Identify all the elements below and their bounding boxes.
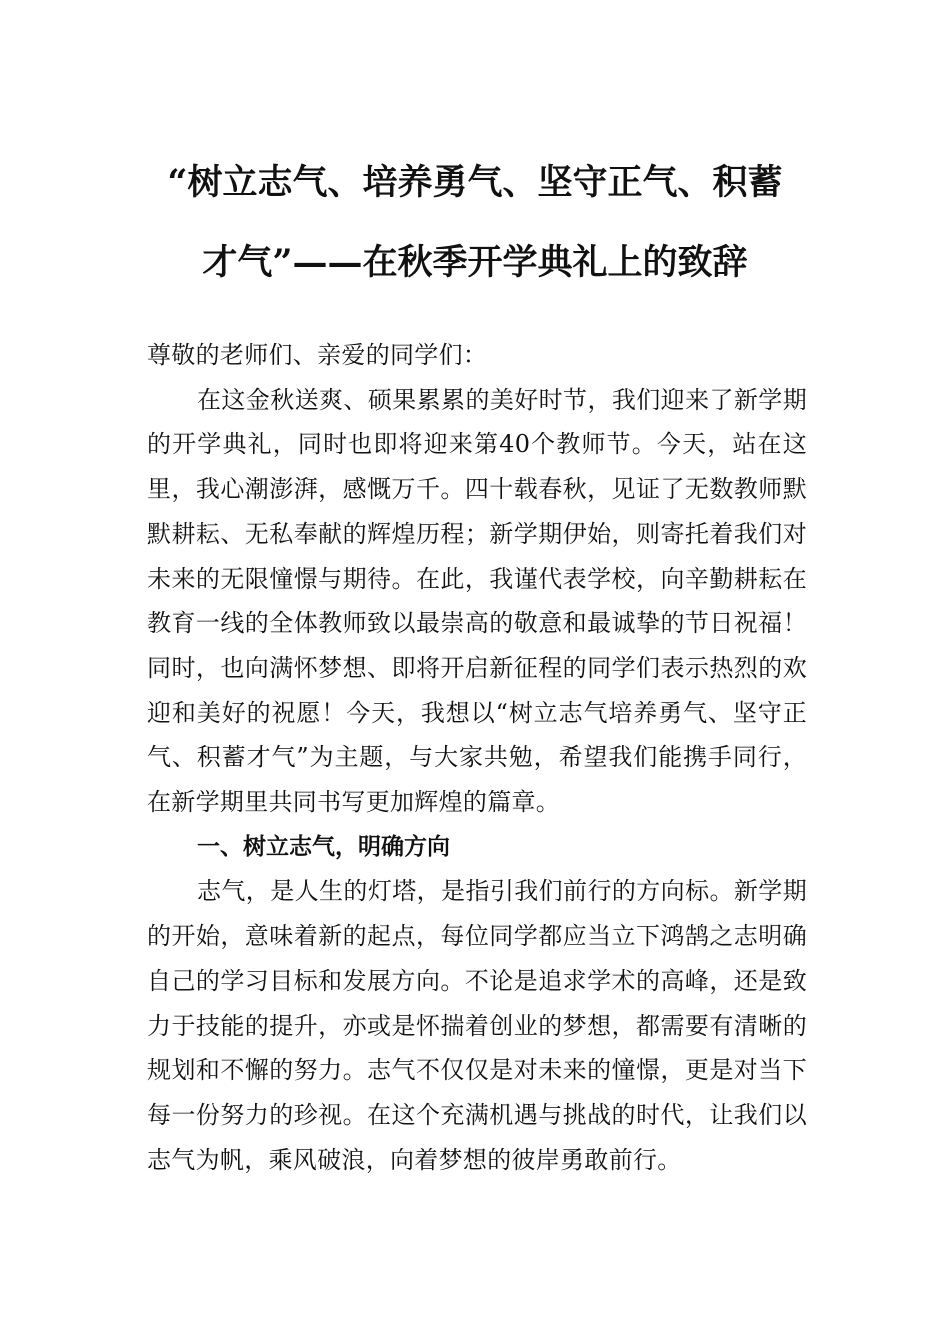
title-line-2: 才气”——在秋季开学典礼上的致辞: [202, 242, 748, 283]
paragraph-intro: 在这金秋送爽、硕果累累的美好时节，我们迎来了新学期的开学典礼，同时也即将迎来第40个教师节。今天，站在这里，我心潮澎湃，感慨万千。四十载春秋，见证了无数教师默默耕耘、无私奉献的辉煌历程；新学期伊始，则寄托着我们对未来的无限憧憬与期待。在此，我谨代表学校，向辛勤耕耘在教育一线的全体教师致以最崇高的敬意和最诚挚的节日祝福！同时，也向满怀梦想、即将开启新征程的同学们表示热烈的欢迎和美好的祝愿！今天，我想以“树立志气培养勇气、坚守正气、积蓄才气”为主题，与大家共勉，希望我们能携手同行，在新学期里共同书写更加辉煌的篇章。: [147, 385, 807, 817]
document-body: [147, 333, 807, 1182]
title-line-1: “树立志气、培养勇气、坚守正气、积蓄: [167, 162, 783, 203]
paragraph-section-1: 志气，是人生的灯塔，是指引我们前行的方向标。新学期的开始，意味着新的起点，每位同学都应当立下鸿鹄之志明确自己的学习目标和发展方向。不论是追求学术的高峰，还是致力于技能的提升，亦或是怀揣着创业的梦想，都需要有清晰的规划和不懈的努力。志气不仅仅是对未来的憧憬，更是对当下每一份努力的珍视。在这个充满机遇与挑战的时代，让我们以志气为帆，乘风破浪，向着梦想的彼岸勇敢前行。: [147, 877, 807, 1174]
document-title: [140, 143, 810, 303]
salutation: 尊敬的老师们、亲爱的同学们：: [147, 341, 488, 369]
section-heading-1: 一、树立志气，明确方向: [197, 833, 450, 860]
